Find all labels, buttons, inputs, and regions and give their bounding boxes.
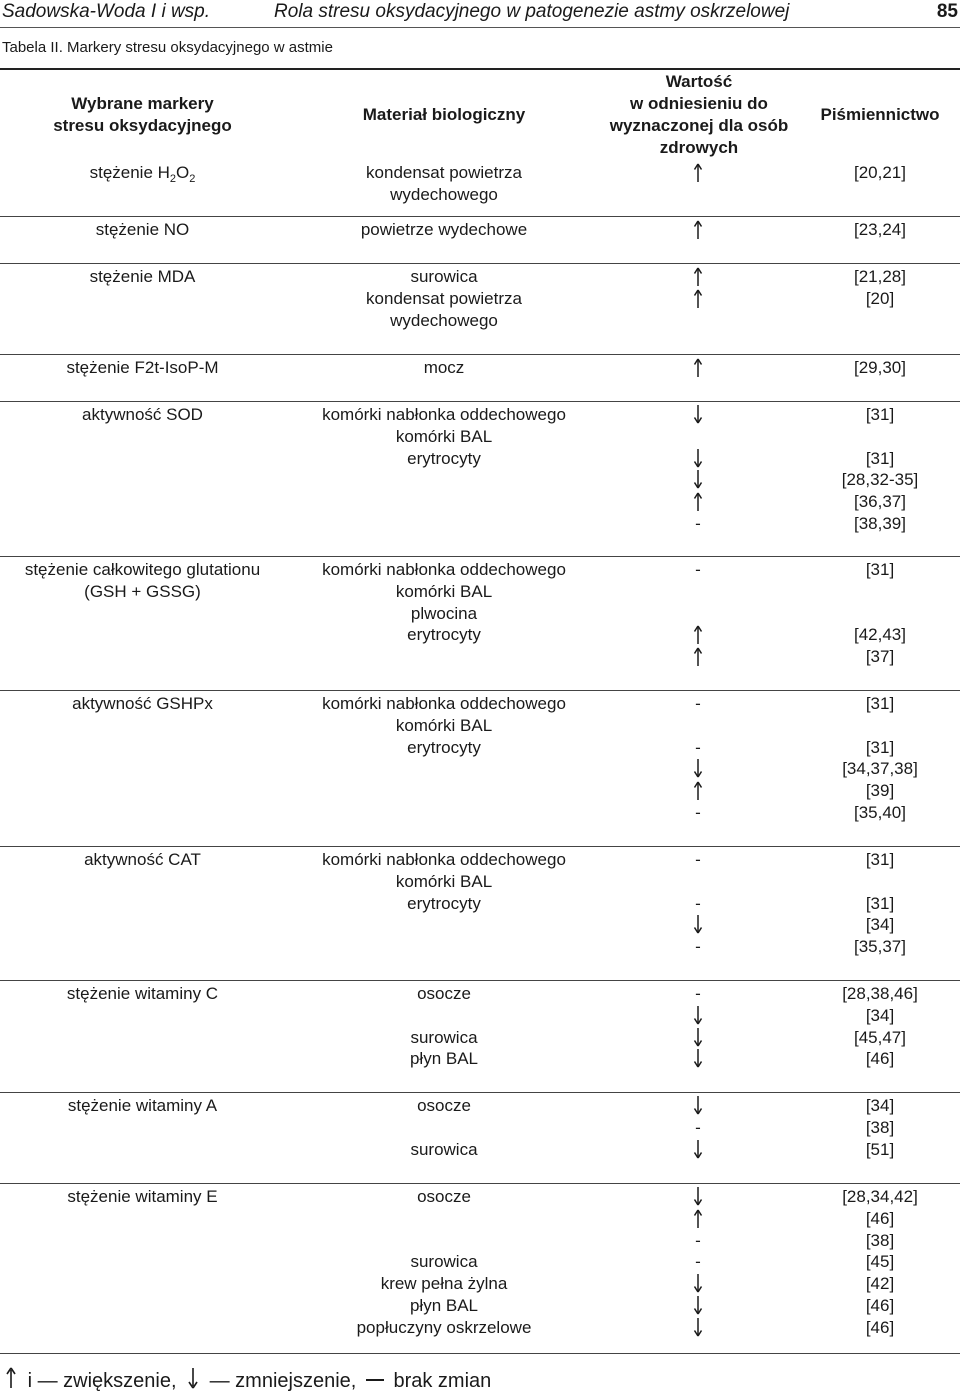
header-refs	[800, 70, 960, 160]
material-text: komórki BAL	[395, 871, 493, 891]
material-cell	[300, 983, 588, 1070]
material-text: kondensat powietrza	[366, 288, 522, 308]
reference-text: [34,37,38]	[842, 759, 918, 779]
marker-cell	[0, 983, 285, 1005]
table-row	[0, 160, 960, 217]
no-change-marker: -	[695, 737, 701, 757]
reference-text: [31]	[865, 448, 895, 468]
reference-text: [38]	[865, 1117, 895, 1137]
value-cell	[668, 983, 728, 1070]
refs-cell	[775, 404, 960, 535]
increase-marker	[668, 491, 728, 513]
reference-text: [39]	[865, 781, 895, 801]
decrease-marker	[668, 758, 728, 780]
marker-text: (GSH + GSSG)	[84, 581, 201, 601]
arrow-up-icon	[688, 357, 708, 378]
reference-text: [28,32-35]	[841, 470, 919, 490]
value-cell	[668, 162, 728, 206]
reference-text: [42,43]	[854, 625, 906, 645]
reference-text	[775, 310, 960, 332]
legend	[0, 1366, 491, 1394]
material-text	[300, 758, 588, 780]
marker-cell	[0, 1186, 285, 1208]
material-cell	[300, 1095, 588, 1160]
material-text: płyn BAL	[409, 1049, 479, 1069]
reference-text: [28,38,46]	[842, 984, 918, 1003]
table-row	[0, 847, 960, 981]
value-cell	[668, 404, 728, 535]
table-caption-text: Markery stresu oksydacyjnego w astmie	[67, 39, 333, 56]
material-text: surowica	[410, 1027, 478, 1047]
material-text: erytrocyty	[407, 737, 481, 757]
arrow-down-icon	[688, 1027, 708, 1048]
table-header	[0, 70, 960, 160]
material-text: komórki nabłonka oddechowego	[322, 850, 566, 869]
marker-cell	[0, 162, 285, 184]
reference-text	[775, 715, 960, 737]
decrease-marker	[668, 448, 728, 470]
no-change-marker: -	[695, 513, 701, 533]
reference-text: [31]	[865, 850, 895, 869]
material-cell	[300, 162, 588, 206]
refs-cell	[775, 693, 960, 824]
reference-text	[775, 581, 960, 603]
no-change-icon	[366, 1379, 384, 1381]
decrease-marker	[668, 1139, 728, 1161]
reference-text: [23,24]	[854, 220, 906, 239]
reference-text: [45]	[865, 1252, 895, 1272]
material-text	[300, 469, 588, 491]
empty-value	[668, 426, 728, 448]
no-change-marker: -	[695, 1117, 701, 1137]
value-cell	[668, 357, 728, 379]
reference-text: [34]	[865, 1096, 895, 1115]
material-text: mocz	[423, 358, 465, 377]
marker-cell	[0, 693, 285, 715]
reference-text	[775, 871, 960, 893]
arrow-down-icon	[688, 1048, 708, 1069]
material-text: osocze	[417, 984, 471, 1003]
material-text: surowica	[410, 267, 478, 286]
material-text	[300, 1117, 588, 1139]
refs-cell	[775, 1095, 960, 1160]
material-text	[300, 513, 588, 535]
decrease-marker	[668, 914, 728, 936]
empty-value	[668, 715, 728, 737]
material-text	[300, 936, 588, 958]
arrow-down-icon	[182, 1366, 204, 1390]
reference-text: [29,30]	[854, 358, 906, 377]
reference-text	[775, 426, 960, 448]
header-value-line: Wartość	[665, 72, 733, 91]
no-change-marker: -	[695, 893, 701, 913]
increase-marker	[668, 1208, 728, 1230]
no-change-marker: -	[695, 1230, 701, 1250]
refs-cell	[775, 357, 960, 379]
reference-text: [34]	[865, 915, 895, 935]
value-cell	[668, 266, 728, 331]
material-text: krew pełna żylna	[380, 1274, 508, 1294]
arrow-up-icon	[688, 646, 708, 667]
material-text: surowica	[410, 1139, 478, 1159]
header-markers-line: Wybrane markery	[71, 94, 214, 113]
material-text	[300, 914, 588, 936]
running-head-authors: Sadowska-Woda I i wsp.	[2, 1, 211, 22]
material-text: osocze	[417, 1096, 471, 1115]
material-text: plwocina	[410, 603, 478, 623]
material-text: kondensat powietrza	[366, 163, 522, 182]
no-change-marker: -	[695, 560, 701, 579]
marker-cell	[0, 219, 285, 241]
marker-text: aktywność SOD	[82, 405, 203, 424]
decrease-marker	[668, 1005, 728, 1027]
reference-text: [46]	[865, 1049, 895, 1069]
material-text: wydechowego	[390, 184, 498, 204]
reference-text: [31]	[865, 560, 895, 579]
marker-text: stężenie MDA	[89, 267, 196, 286]
marker-cell	[0, 357, 285, 379]
header-value-line: w odniesieniu do	[630, 94, 768, 113]
reference-text: [45,47]	[854, 1027, 906, 1047]
empty-value	[668, 581, 728, 603]
material-text: komórki BAL	[395, 715, 493, 735]
arrow-up-icon	[688, 491, 708, 512]
increase-marker	[668, 266, 728, 288]
no-change-marker: -	[695, 1252, 701, 1272]
arrow-up-icon	[0, 1366, 22, 1390]
reference-text: [38,39]	[854, 513, 906, 533]
increase-marker	[668, 780, 728, 802]
reference-text: [21,28]	[854, 267, 906, 286]
decrease-marker	[668, 1027, 728, 1049]
table-row	[0, 1093, 960, 1184]
material-text	[300, 1230, 588, 1252]
reference-text: [46]	[865, 1208, 895, 1228]
material-text: komórki nabłonka oddechowego	[322, 560, 566, 579]
material-text: erytrocyty	[407, 625, 481, 645]
material-text: płyn BAL	[409, 1295, 479, 1315]
reference-text: [36,37]	[854, 492, 906, 512]
table-row	[0, 217, 960, 264]
marker-text: stężenie witaminy C	[66, 984, 219, 1003]
header-markers	[0, 70, 285, 160]
reference-text: [31]	[865, 893, 895, 913]
arrow-down-icon	[688, 1005, 708, 1026]
table-body	[0, 160, 960, 1354]
material-text	[300, 491, 588, 513]
material-text: popłuczyny oskrzelowe	[356, 1317, 532, 1337]
header-value-line: zdrowych	[659, 138, 739, 157]
arrow-up-icon	[688, 162, 708, 183]
refs-cell	[775, 162, 960, 206]
material-cell	[300, 693, 588, 824]
value-cell	[668, 849, 728, 958]
material-cell	[300, 559, 588, 668]
empty-value	[668, 184, 728, 206]
reference-text	[775, 184, 960, 206]
material-text: komórki nabłonka oddechowego	[322, 405, 566, 424]
material-text: osocze	[417, 1187, 471, 1206]
reference-text: [20,21]	[854, 163, 906, 182]
running-head-title: Rola stresu oksydacyjnego w patogenezie astmy oskrzelowej	[274, 1, 790, 22]
reference-text: [46]	[865, 1317, 895, 1337]
reference-text: [28,34,42]	[842, 1187, 918, 1206]
marker-text: aktywność CAT	[84, 850, 201, 869]
increase-marker	[668, 219, 728, 241]
decrease-marker	[668, 1186, 728, 1208]
reference-text: [35,40]	[854, 802, 906, 822]
refs-cell	[775, 219, 960, 241]
reference-text	[775, 603, 960, 625]
page-number: 85	[936, 1, 958, 22]
arrow-down-icon	[688, 469, 708, 490]
arrow-down-icon	[688, 1295, 708, 1316]
marker-cell	[0, 404, 285, 426]
no-change-marker: -	[695, 694, 701, 713]
marker-text: stężenie całkowitego glutationu	[24, 560, 261, 579]
value-cell	[668, 1095, 728, 1160]
arrow-down-icon	[688, 1317, 708, 1338]
running-head-rule	[0, 27, 960, 28]
material-cell	[300, 219, 588, 241]
arrow-down-icon	[688, 758, 708, 779]
material-cell	[300, 1186, 588, 1339]
reference-text: [34]	[865, 1005, 895, 1025]
reference-text: [31]	[865, 405, 895, 424]
reference-text: [51]	[865, 1139, 895, 1159]
reference-text: [46]	[865, 1295, 895, 1315]
refs-cell	[775, 559, 960, 668]
material-text	[300, 1005, 588, 1027]
reference-text: [35,37]	[854, 937, 906, 957]
header-value-line: wyznaczonej dla osób	[609, 116, 789, 135]
material-text: erytrocyty	[407, 448, 481, 468]
decrease-marker	[668, 1095, 728, 1117]
increase-marker	[668, 288, 728, 310]
material-text: wydechowego	[390, 310, 498, 330]
marker-text: aktywność GSHPx	[72, 694, 213, 713]
legend-decrease: — zmniejszenie,	[209, 1370, 357, 1392]
table-row	[0, 981, 960, 1093]
refs-cell	[775, 983, 960, 1070]
increase-marker	[668, 624, 728, 646]
marker-text: stężenie witaminy A	[67, 1096, 218, 1115]
marker-text: stężenie F2t-IsoP-M	[66, 358, 219, 377]
reference-text: [31]	[865, 737, 895, 757]
table-row	[0, 557, 960, 691]
reference-text: [31]	[865, 694, 895, 713]
no-change-marker: -	[695, 937, 701, 957]
marker-text: stężenie NO	[95, 220, 190, 239]
no-change-marker: -	[695, 984, 701, 1003]
arrow-down-icon	[688, 1186, 708, 1207]
decrease-marker	[668, 469, 728, 491]
marker-text: stężenie $H_2O_2$	[89, 163, 196, 185]
increase-marker	[668, 357, 728, 379]
decrease-marker	[668, 1317, 728, 1339]
material-text: komórki nabłonka oddechowego	[322, 694, 566, 713]
arrow-down-icon	[688, 914, 708, 935]
arrow-down-icon	[688, 404, 708, 425]
legend-increase: i — zwiększenie,	[27, 1370, 177, 1392]
marker-cell	[0, 266, 285, 288]
marker-cell	[0, 559, 285, 603]
reference-text: [38]	[865, 1230, 895, 1250]
arrow-up-icon	[688, 219, 708, 240]
table-row	[0, 355, 960, 402]
material-cell	[300, 849, 588, 958]
table-row	[0, 402, 960, 557]
increase-marker	[668, 162, 728, 184]
table-caption	[2, 38, 333, 58]
arrow-down-icon	[688, 1095, 708, 1116]
refs-cell	[775, 1186, 960, 1339]
material-cell	[300, 357, 588, 379]
material-cell	[300, 266, 588, 331]
marker-cell	[0, 849, 285, 871]
table-caption-label: Tabela II.	[2, 39, 63, 56]
header-material	[300, 70, 588, 160]
arrow-up-icon	[688, 1208, 708, 1229]
decrease-marker	[668, 1273, 728, 1295]
table-row	[0, 1184, 960, 1354]
table-row	[0, 264, 960, 355]
no-change-marker: -	[695, 850, 701, 869]
material-text: surowica	[410, 1252, 478, 1272]
arrow-up-icon	[688, 266, 708, 287]
no-change-marker: -	[695, 802, 701, 822]
reference-text: [37]	[865, 647, 895, 667]
decrease-marker	[668, 1295, 728, 1317]
arrow-up-icon	[688, 624, 708, 645]
header-markers-line: stresu oksydacyjnego	[53, 116, 232, 135]
table-row	[0, 691, 960, 847]
value-cell	[668, 1186, 728, 1339]
reference-text: [42]	[865, 1274, 895, 1294]
arrow-up-icon	[688, 288, 708, 309]
arrow-down-icon	[688, 448, 708, 469]
empty-value	[668, 310, 728, 332]
legend-no-change: brak zmian	[393, 1370, 492, 1392]
running-head	[0, 0, 960, 26]
marker-text: stężenie witaminy E	[67, 1187, 218, 1206]
material-text: komórki BAL	[395, 581, 493, 601]
reference-text: [20]	[865, 288, 895, 308]
material-text	[300, 780, 588, 802]
arrow-up-icon	[688, 780, 708, 801]
material-text: erytrocyty	[407, 893, 481, 913]
material-text	[300, 1208, 588, 1230]
material-cell	[300, 404, 588, 535]
increase-marker	[668, 646, 728, 668]
material-text: komórki BAL	[395, 426, 493, 446]
empty-value	[668, 603, 728, 625]
empty-value	[668, 871, 728, 893]
value-cell	[668, 219, 728, 241]
header-value	[590, 70, 808, 160]
refs-cell	[775, 849, 960, 958]
refs-cell	[775, 266, 960, 331]
arrow-down-icon	[688, 1273, 708, 1294]
material-text: powietrze wydechowe	[360, 220, 528, 239]
material-text	[300, 802, 588, 824]
arrow-down-icon	[688, 1139, 708, 1160]
material-text	[300, 646, 588, 668]
header-refs-line: Piśmiennictwo	[820, 105, 940, 124]
decrease-marker	[668, 404, 728, 426]
header-material-line: Materiał biologiczny	[362, 105, 526, 124]
value-cell	[668, 559, 728, 668]
marker-cell	[0, 1095, 285, 1117]
decrease-marker	[668, 1048, 728, 1070]
value-cell	[668, 693, 728, 824]
